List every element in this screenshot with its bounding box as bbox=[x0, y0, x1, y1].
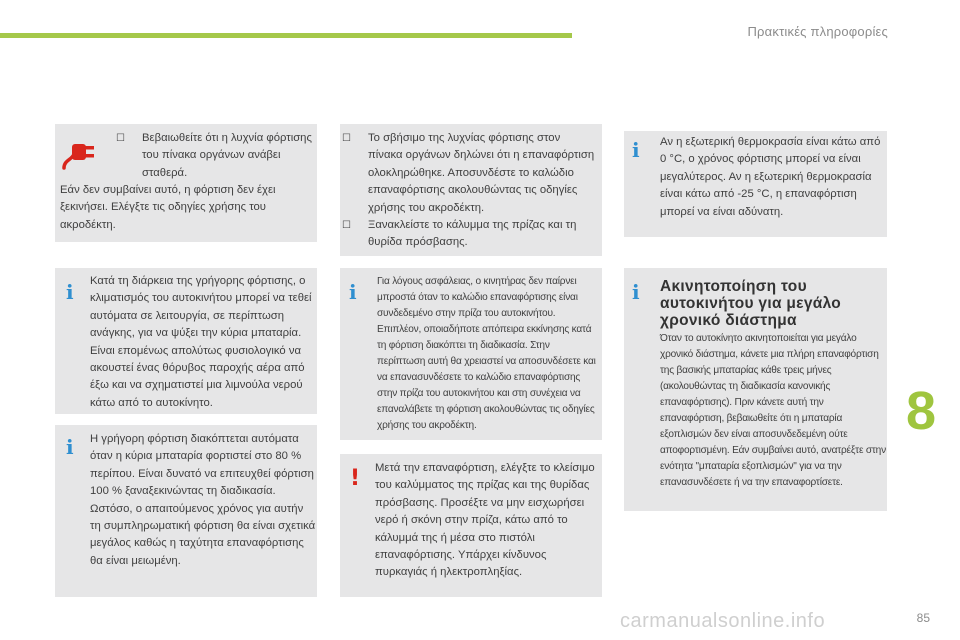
bullet-text: Το σβήσιμο της λυχνίας φόρτισης στον πίνακα οργάνων δηλώνει ότι η επαναφόρτιση ολοκληρώθηκε. Αποσυνδέστε το καλώδιο επαναφόρτισης ακολουθώντας τις οδηγίες χρήσης του ακροδέκτη. bbox=[368, 132, 595, 214]
quick-charge-text: Η γρήγορη φόρτιση διακόπτεται αυτόματα όταν η κύρια μπαταρία φορτιστεί στο 80 % περίπου. Είναι δυνατό να επιτευχθεί φόρτιση 100 % ξαναξεκινώντας τη διαδικασία. Ωστόσο, ο απαιτούμενος χρόνος για αυτήν τη συμπληρωματική φόρτιση θα είναι σχετικά μεγάλος καθώς η ταχύτητα επαναφόρτισης θα είναι μειωμένη. bbox=[90, 433, 316, 567]
info-icon: i bbox=[66, 280, 74, 304]
bullet-text: Ξανακλείστε το κάλυμμα της πρίζας και τη θυρίδα πρόσβασης. bbox=[368, 219, 577, 249]
info-icon: i bbox=[349, 280, 357, 304]
watermark-text: carmanualsonline.info bbox=[620, 610, 826, 632]
immobilization-heading: Ακινητοποίηση του αυτοκινήτου για μεγάλο χρονικό διάστημα bbox=[660, 278, 842, 329]
climate-info-text: Κατά τη διάρκεια της γρήγορης φόρτισης, ο κλιματισμός του αυτοκινήτου μπορεί να τεθεί αυτόματα σε λειτουργία, σε περίπτωση ανάγκης, για να ψύξει την κύρια μπαταρία. Είναι επομένως απολύτως φυσιολογικό να ακουστεί ένας θόρυβος παροχής αέρα από έξω και να σχηματιστεί μια λιμνούλα νερού κάτω από το αυτοκίνητο. bbox=[90, 275, 312, 409]
cover-warning-text: Μετά την επαναφόρτιση, ελέγξτε το κλείσιμο του καλύμματος της πρίζας και της θυρίδας πρόσβασης. Προσέξτε να μην εισχωρήσει νερό ή σκόνη στην πρίζα, κάτω από το κάλυμμά της ή μέσα στο πιστόλι επαναφόρτισης. Υπάρχει κίνδυνος πυρκαγιάς ή ηλεκτροπληξίας. bbox=[375, 462, 595, 579]
info-icon: i bbox=[66, 435, 74, 459]
section-title: Πρακτικές πληροφορίες bbox=[747, 24, 888, 39]
info-icon: i bbox=[632, 138, 640, 162]
page-number: 85 bbox=[916, 611, 930, 625]
info-icon: i bbox=[632, 280, 640, 304]
immobilization-text: Όταν το αυτοκίνητο ακινητοποιείται για μεγάλο χρονικό διάστημα, κάνετε μια πλήρη επαναφόρτιση της βασικής μπαταρίας κάθε τρεις μήνες (ακολουθώντας τη διαδικασία κανονικής επαναφόρτισης). Πριν κάνετε αυτή την επαναφόρτιση, βεβαιωθείτε ότι η μπαταρία εξοπλισμών δεν είναι αποσυνδεδεμένη ούτε αποφορτισμένη. Εάν συμβαίνει αυτό, ανατρέξτε στην ενότητα "μπαταρία εξοπλισμών" για να την επανασυνδέσετε ή να την επαναφορτίσετε. bbox=[660, 333, 886, 488]
checkbox-bullet-icon: ☐ bbox=[342, 133, 351, 144]
bullet-item bbox=[342, 130, 596, 217]
bullet-item bbox=[342, 217, 596, 252]
charge-indicator-paragraph: Εάν δεν συμβαίνει αυτό, η φόρτιση δεν έχει ξεκινήσει. Ελέγξτε τις οδηγίες χρήσης του ακροδέκτη. bbox=[60, 184, 276, 231]
checkbox-bullet-icon: ☐ bbox=[116, 133, 125, 144]
safety-info-text: Για λόγους ασφάλειας, ο κινητήρας δεν παίρνει μπροστά όταν το καλώδιο επαναφόρτισης είναι συνδεδεμένο στην πρίζα του αυτοκινήτου. Επιπλέον, οποιαδήποτε απόπειρα εκκίνησης κατά τη φόρτιση διακόπτει τη διαδικασία. Στην περίπτωση αυτή θα χρειαστεί να αποσυνδέσετε και να επανασυνδέσετε το καλώδιο επαναφόρτισης στην πρίζα του αυτοκινήτου και στη συνέχεια να επαναλάβετε τη φόρτιση ακολουθώντας τις οδηγίες χρήσης του ακροδέκτη. bbox=[377, 276, 596, 431]
bullet-text: Βεβαιωθείτε ότι η λυχνία φόρτισης του πίνακα οργάνων ανάβει σταθερά. bbox=[142, 132, 312, 179]
warning-exclamation-icon: ! bbox=[350, 466, 361, 491]
bullet-item bbox=[116, 130, 312, 182]
checkbox-bullet-icon: ☐ bbox=[342, 220, 351, 232]
charge-indicator-bullet bbox=[116, 130, 312, 182]
chapter-number: 8 bbox=[905, 381, 936, 441]
charge-complete-bullets bbox=[342, 130, 596, 252]
charging-plug-icon bbox=[60, 138, 102, 174]
temperature-info-text: Αν η εξωτερική θερμοκρασία είναι κάτω από 0 °C, ο χρόνος φόρτισης μπορεί να είναι μεγαλύτερος. Αν η εξωτερική θερμοκρασία είναι κάτω από -25 °C, η επαναφόρτιση μπορεί να είναι αδύνατη. bbox=[660, 136, 881, 218]
header-accent-bar bbox=[0, 33, 572, 38]
